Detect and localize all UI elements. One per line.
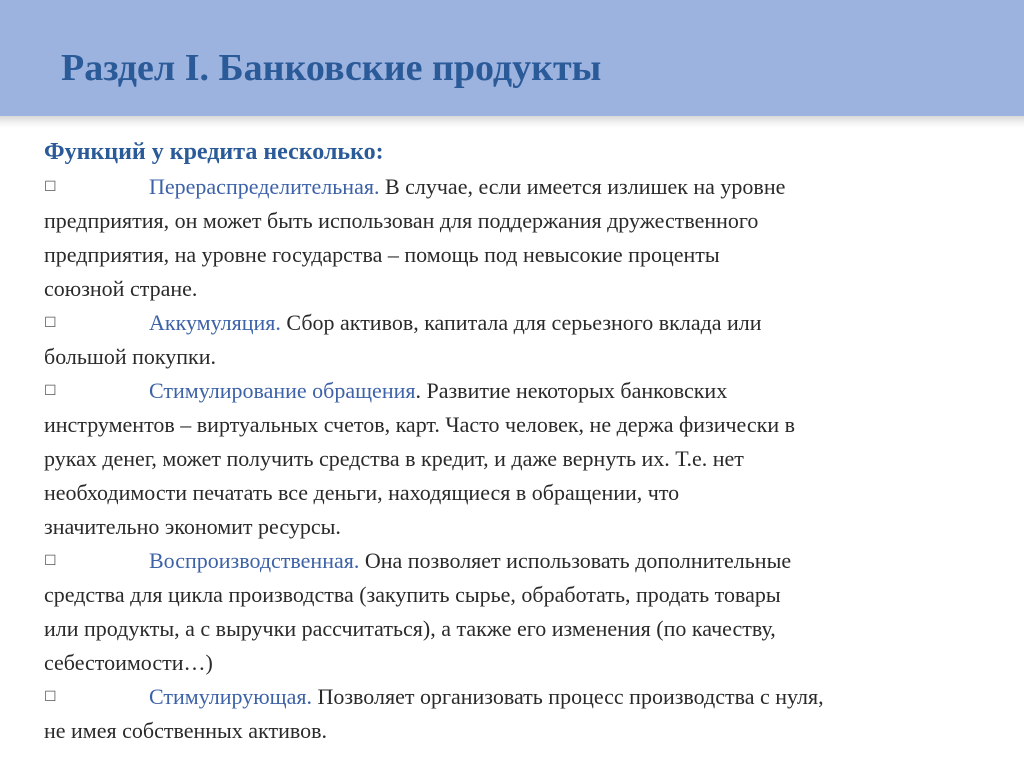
item-text-line: себестоимости…) bbox=[44, 650, 213, 675]
item-text-line: Она позволяет использовать дополнительные bbox=[359, 548, 792, 573]
list-item-first-line bbox=[44, 170, 1024, 204]
checkbox-bullet-icon: ☐ bbox=[44, 553, 57, 569]
checkbox-bullet-icon: ☐ bbox=[44, 689, 57, 705]
section-subtitle: Функций у кредита несколько: bbox=[44, 139, 384, 165]
list-item-first-line bbox=[44, 374, 1024, 408]
function-term: Воспроизводственная. bbox=[149, 548, 360, 573]
function-term: Стимулирующая. bbox=[149, 684, 312, 709]
item-text-line: руках денег, может получить средства в кредит, и даже вернуть их. Т.е. нет bbox=[44, 446, 744, 471]
checkbox-bullet-icon: ☐ bbox=[44, 179, 57, 195]
list-item bbox=[44, 170, 1024, 306]
list-item-first-line bbox=[44, 306, 1024, 340]
function-term: Аккумуляция. bbox=[149, 310, 281, 335]
list-item bbox=[44, 544, 1024, 680]
function-term: Перераспределительная. bbox=[149, 174, 380, 199]
item-text-line: инструментов – виртуальных счетов, карт. Часто человек, не держа физически в bbox=[44, 412, 795, 437]
item-text-line: Сбор активов, капитала для серьезного вклада или bbox=[280, 310, 762, 335]
item-text-line: или продукты, а с выручки рассчитаться), а также его изменения (по качеству, bbox=[44, 616, 776, 641]
list-item bbox=[44, 374, 1024, 544]
list-item-first-line bbox=[44, 544, 1024, 578]
function-term: Стимулирование обращения bbox=[149, 378, 416, 403]
item-text-line: союзной стране. bbox=[44, 276, 198, 301]
list-item-first-line bbox=[44, 680, 1024, 714]
item-text-line: большой покупки. bbox=[44, 344, 217, 369]
list-item bbox=[44, 680, 1024, 748]
item-text-line: предприятия, на уровне государства – помощь под невысокие проценты bbox=[44, 242, 720, 267]
checkbox-bullet-icon: ☐ bbox=[44, 383, 57, 399]
slide-content bbox=[44, 134, 1024, 748]
header-divider bbox=[0, 116, 1024, 128]
item-text-line: средства для цикла производства (закупить сырье, обработать, продать товары bbox=[44, 582, 781, 607]
item-text-line: . Развитие некоторых банковских bbox=[415, 378, 728, 403]
item-text-line: Позволяет организовать процесс производства с нуля, bbox=[311, 684, 824, 709]
checkbox-bullet-icon: ☐ bbox=[44, 315, 57, 331]
slide-title: Раздел I. Банковские продукты bbox=[61, 47, 602, 89]
item-text-line: предприятия, он может быть использован для поддержания дружественного bbox=[44, 208, 759, 233]
item-text-line: В случае, если имеется излишек на уровне bbox=[379, 174, 786, 199]
item-text-line: не имея собственных активов. bbox=[44, 718, 327, 743]
list-item bbox=[44, 306, 1024, 374]
item-text-line: необходимости печатать все деньги, находящиеся в обращении, что bbox=[44, 480, 680, 505]
item-text-line: значительно экономит ресурсы. bbox=[44, 514, 341, 539]
